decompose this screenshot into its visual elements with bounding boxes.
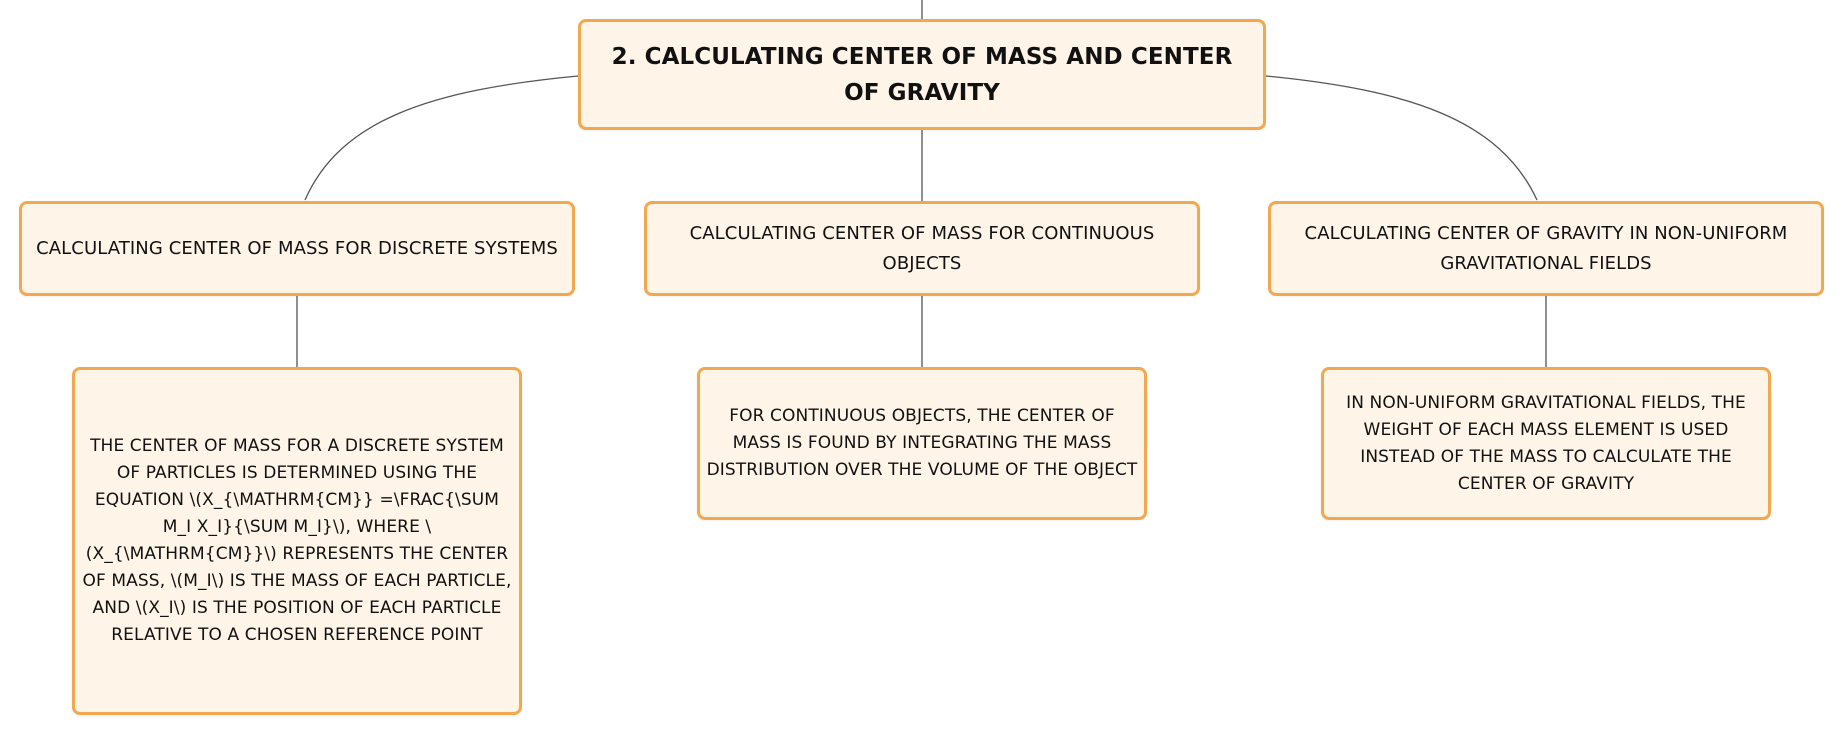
branch-title-non-uniform-gravity: CALCULATING CENTER OF GRAVITY IN NON-UNIFORM GRAVITATIONAL FIELDS [1304, 222, 1788, 274]
connector-root-to-discrete [305, 76, 578, 200]
detail-node-non-uniform-gravity[interactable] [1321, 367, 1771, 520]
detail-node-continuous-objects[interactable] [697, 367, 1147, 520]
connector-root-to-gravity [1266, 76, 1537, 200]
branch-node-discrete-systems[interactable] [19, 201, 575, 296]
branch-node-continuous-objects[interactable] [644, 201, 1200, 296]
detail-text-continuous-objects: FOR CONTINUOUS OBJECTS, THE CENTER OF MASS IS FOUND BY INTEGRATING THE MASS DISTRIBUTION OVER THE VOLUME OF THE OBJECT [706, 406, 1138, 480]
detail-text-discrete-systems: THE CENTER OF MASS FOR A DISCRETE SYSTEM OF PARTICLES IS DETERMINED USING THE EQUATION \(X_{\MATHRM{CM}} =\FRAC{\SUM M_I X_I}{\SUM M_I}\), WHERE \(X_{\MATHRM{CM}}\) REPRESENTS THE CENTER OF MASS, \(M_I\) IS THE MASS OF EACH PARTICLE, AND \(X_I\) IS THE POSITION OF EACH PARTICLE RELATIVE TO A CHOSEN REFERENCE POINT [82, 436, 512, 645]
detail-text-non-uniform-gravity: IN NON-UNIFORM GRAVITATIONAL FIELDS, THE WEIGHT OF EACH MASS ELEMENT IS USED INSTEAD OF THE MASS TO CALCULATE THE CENTER OF GRAVITY [1346, 392, 1746, 494]
branch-title-continuous-objects: CALCULATING CENTER OF MASS FOR CONTINUOUS OBJECTS [689, 222, 1155, 274]
branch-node-non-uniform-gravity[interactable] [1268, 201, 1824, 296]
branch-title-discrete-systems: CALCULATING CENTER OF MASS FOR DISCRETE SYSTEMS [36, 237, 558, 259]
root-topic-title: 2. CALCULATING CENTER OF MASS AND CENTER OF GRAVITY [611, 43, 1233, 106]
detail-node-discrete-systems[interactable] [72, 367, 522, 715]
root-topic-node[interactable] [578, 19, 1266, 130]
